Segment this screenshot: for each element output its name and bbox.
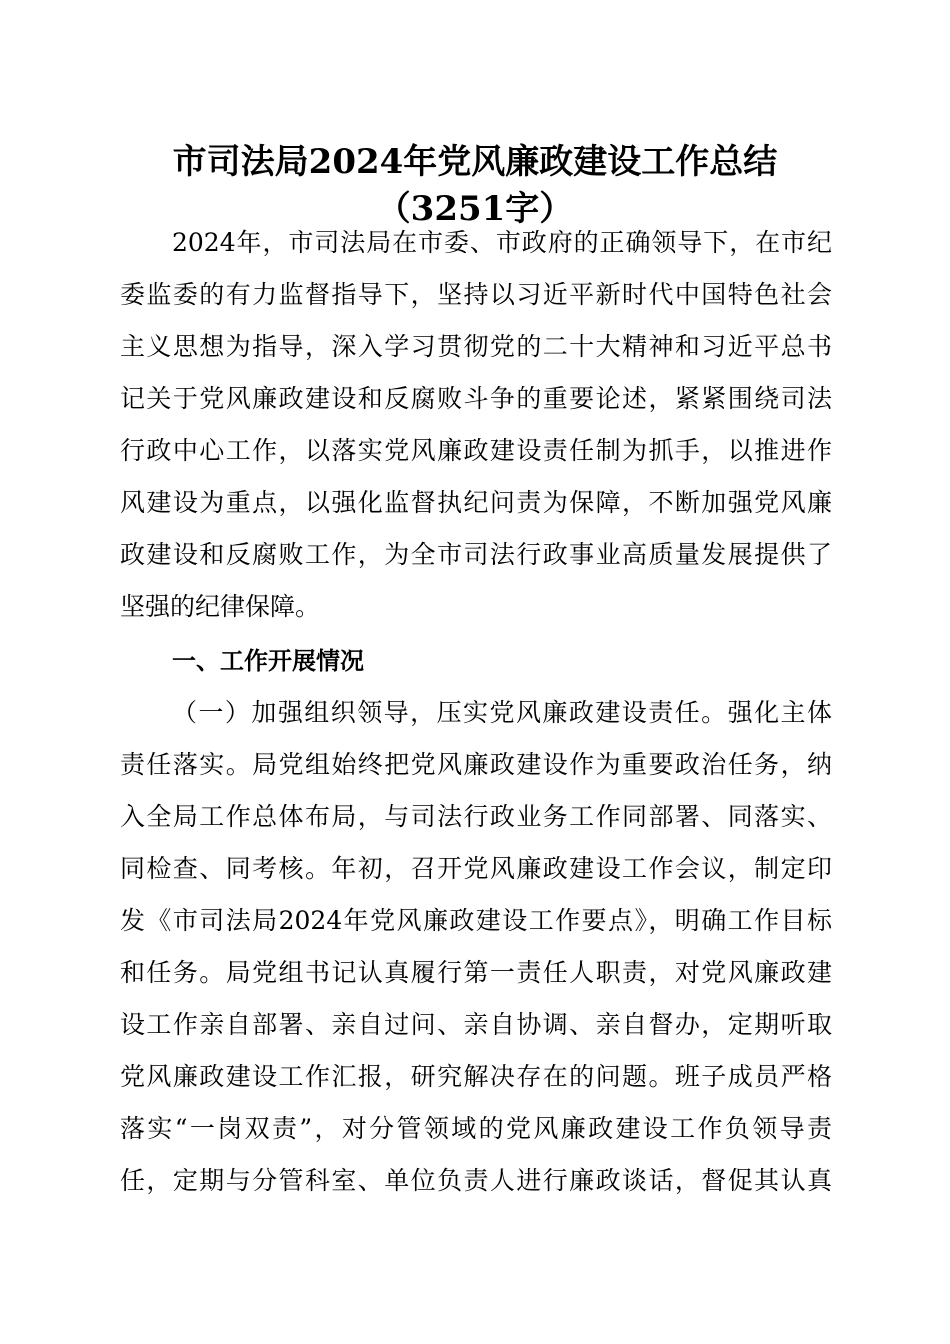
body-line: （一）加强组织领导，压实党风廉政建设责任。强化主体 bbox=[172, 698, 832, 727]
body-line: 同检查、同考核。年初，召开党风廉政建设工作会议，制定印 bbox=[120, 854, 832, 883]
intro-line: 政建设和反腐败工作，为全市司法行政事业高质量发展提供了 bbox=[120, 540, 832, 569]
intro-line: 行政中心工作，以落实党风廉政建设责任制为抓手，以推进作 bbox=[120, 436, 832, 465]
intro-line: 委监委的有力监督指导下，坚持以习近平新时代中国特色社会 bbox=[120, 280, 832, 309]
section-heading: 一、工作开展情况 bbox=[172, 647, 364, 675]
body-line: 和任务。局党组书记认真履行第一责任人职责，对党风廉政建 bbox=[120, 958, 832, 987]
body-line: 落实“一岗双责”，对分管领域的党风廉政建设工作负领导责 bbox=[120, 1114, 832, 1143]
intro-line: 风建设为重点，以强化监督执纪问责为保障，不断加强党风廉 bbox=[120, 488, 832, 517]
intro-line: 主义思想为指导，深入学习贯彻党的二十大精神和习近平总书 bbox=[120, 332, 832, 361]
document-title: 市司法局2024年党风廉政建设工作总结 bbox=[172, 142, 778, 182]
body-line: 党风廉政建设工作汇报，研究解决存在的问题。班子成员严格 bbox=[120, 1062, 832, 1091]
intro-line: 坚强的纪律保障。 bbox=[120, 592, 321, 621]
document-word-count: （3251字） bbox=[376, 189, 574, 229]
body-line: 入全局工作总体布局，与司法行政业务工作同部署、同落实、 bbox=[120, 802, 832, 831]
intro-line: 记关于党风廉政建设和反腐败斗争的重要论述，紧紧围绕司法 bbox=[120, 384, 832, 413]
body-line: 设工作亲自部署、亲自过问、亲自协调、亲自督办，定期听取 bbox=[120, 1010, 832, 1039]
body-line: 任，定期与分管科室、单位负责人进行廉政谈话，督促其认真 bbox=[120, 1166, 832, 1195]
intro-line: 2024年，市司法局在市委、市政府的正确领导下，在市纪 bbox=[172, 228, 832, 257]
body-line: 发《市司法局2024年党风廉政建设工作要点》，明确工作目标 bbox=[120, 906, 832, 935]
body-line: 责任落实。局党组始终把党风廉政建设作为重要政治任务，纳 bbox=[120, 750, 832, 779]
